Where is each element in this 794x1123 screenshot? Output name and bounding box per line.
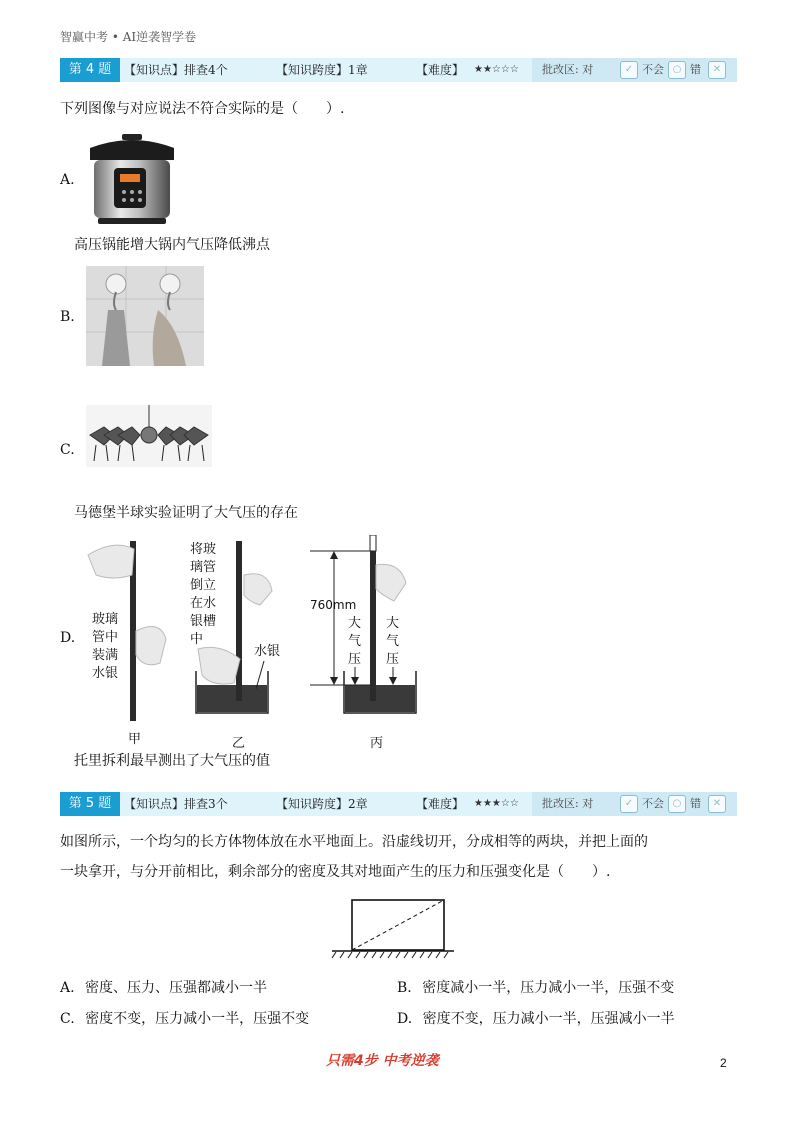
wrong-checkbox[interactable]: ✕: [708, 795, 726, 813]
q5-option-d-letter: D.: [397, 1011, 413, 1027]
q5-option-b-text: 密度减小一半，压力减小一半，压强不变: [422, 980, 675, 996]
atm-left-3: 压: [348, 652, 362, 667]
yi-text-2: 璃管: [190, 560, 217, 575]
yi-text-4: 在水: [190, 596, 217, 611]
label-yi: 乙: [232, 736, 246, 751]
jia-text-2: 管中: [92, 630, 119, 645]
torricelli-experiment-figure: [84, 535, 424, 755]
knowledge-points: 【知识点】排查4个: [124, 63, 228, 77]
page-number: 2: [720, 1056, 727, 1070]
rectangular-block-figure: [330, 896, 456, 960]
option-d-caption: 托里拆利最早测出了大气压的值: [74, 753, 270, 769]
question-number: 第 5 题: [60, 792, 120, 816]
magdeburg-hemispheres-image: [86, 405, 212, 467]
option-a-letter: A.: [60, 172, 75, 188]
suction-cup-image: [86, 266, 204, 366]
question-stem-line-1: 如图所示，一个均匀的长方体物体放在水平地面上。沿虚线切开，分成相等的两块，并把上面的: [60, 834, 648, 850]
label-bing: 丙: [370, 736, 384, 751]
unknown-checkbox[interactable]: ○: [668, 795, 686, 813]
unknown-label: 不会: [642, 63, 664, 76]
wrong-checkbox[interactable]: ✕: [708, 61, 726, 79]
tube-bing: [370, 551, 376, 701]
grading-label: 批改区: 对: [542, 63, 594, 76]
option-c-caption: 马德堡半球实验证明了大气压的存在: [74, 505, 298, 521]
grading-label: 批改区: 对: [542, 797, 594, 810]
question-bar-4: [60, 58, 737, 82]
yi-text-3: 倒立: [190, 578, 217, 593]
document-header: 智赢中考 • AI逆袭智学卷: [60, 30, 197, 44]
q5-option-a: [60, 977, 267, 997]
yi-text-1: 将玻: [190, 542, 217, 557]
q5-option-b: [397, 977, 674, 997]
jia-text-1: 玻璃: [92, 612, 119, 627]
difficulty-label: 【难度】: [416, 63, 465, 77]
question-stem-line-2: 一块拿开，与分开前相比，剩余部分的密度及其对地面产生的压力和压强变化是（ ）.: [60, 864, 611, 880]
q5-option-d: [397, 1008, 675, 1028]
height-label: 760mm: [310, 598, 357, 612]
grading-area: [532, 58, 737, 82]
q5-option-b-letter: B.: [397, 980, 412, 996]
jia-text-4: 水银: [92, 666, 119, 681]
q5-option-a-text: 密度、压力、压强都减小一半: [85, 980, 268, 996]
question-stem: 下列图像与对应说法不符合实际的是（ ）.: [60, 101, 345, 117]
knowledge-points: 【知识点】排查3个: [124, 797, 228, 811]
option-a-caption: 高压锅能增大锅内气压降低沸点: [74, 237, 270, 253]
tube-yi: [236, 541, 242, 701]
unknown-label: 不会: [642, 797, 664, 810]
label-jia: 甲: [128, 732, 142, 747]
q5-option-c: [60, 1008, 309, 1028]
pressure-cooker-image: [82, 130, 182, 230]
mercury-trough-bing: [345, 685, 415, 712]
knowledge-span: 【知识跨度】2章: [276, 797, 368, 811]
difficulty-label: 【难度】: [416, 797, 465, 811]
q5-option-a-letter: A.: [60, 980, 75, 996]
atm-right-1: 大: [386, 616, 400, 631]
grading-area: [532, 792, 737, 816]
yi-text-6: 中: [190, 632, 204, 647]
knowledge-span: 【知识跨度】1章: [276, 63, 368, 77]
q5-option-c-text: 密度不变，压力减小一半，压强不变: [85, 1011, 310, 1027]
unknown-checkbox[interactable]: ○: [668, 61, 686, 79]
jia-text-3: 装满: [92, 648, 119, 663]
q5-option-c-letter: C.: [60, 1011, 75, 1027]
option-b-letter: B.: [60, 309, 75, 325]
wrong-label: 错: [690, 797, 701, 810]
footer-logo: 只需4步 中考逆袭: [326, 1053, 439, 1069]
wrong-label: 错: [690, 63, 701, 76]
atm-left-1: 大: [348, 616, 362, 631]
question-number: 第 4 题: [60, 58, 120, 82]
difficulty-stars: ★★★☆☆: [474, 798, 519, 809]
difficulty-stars: ★★☆☆☆: [474, 64, 519, 75]
mercury-label: 水银: [254, 644, 281, 659]
atm-left-2: 气: [348, 634, 362, 649]
correct-checkbox[interactable]: ✓: [620, 61, 638, 79]
q5-option-d-text: 密度不变，压力减小一半，压强减小一半: [422, 1011, 675, 1027]
yi-text-5: 银槽: [190, 614, 217, 629]
option-d-letter: D.: [60, 630, 76, 646]
option-c-letter: C.: [60, 442, 75, 458]
atm-right-2: 气: [386, 634, 400, 649]
atm-right-3: 压: [386, 652, 400, 667]
question-bar-5: [60, 792, 737, 816]
correct-checkbox[interactable]: ✓: [620, 795, 638, 813]
